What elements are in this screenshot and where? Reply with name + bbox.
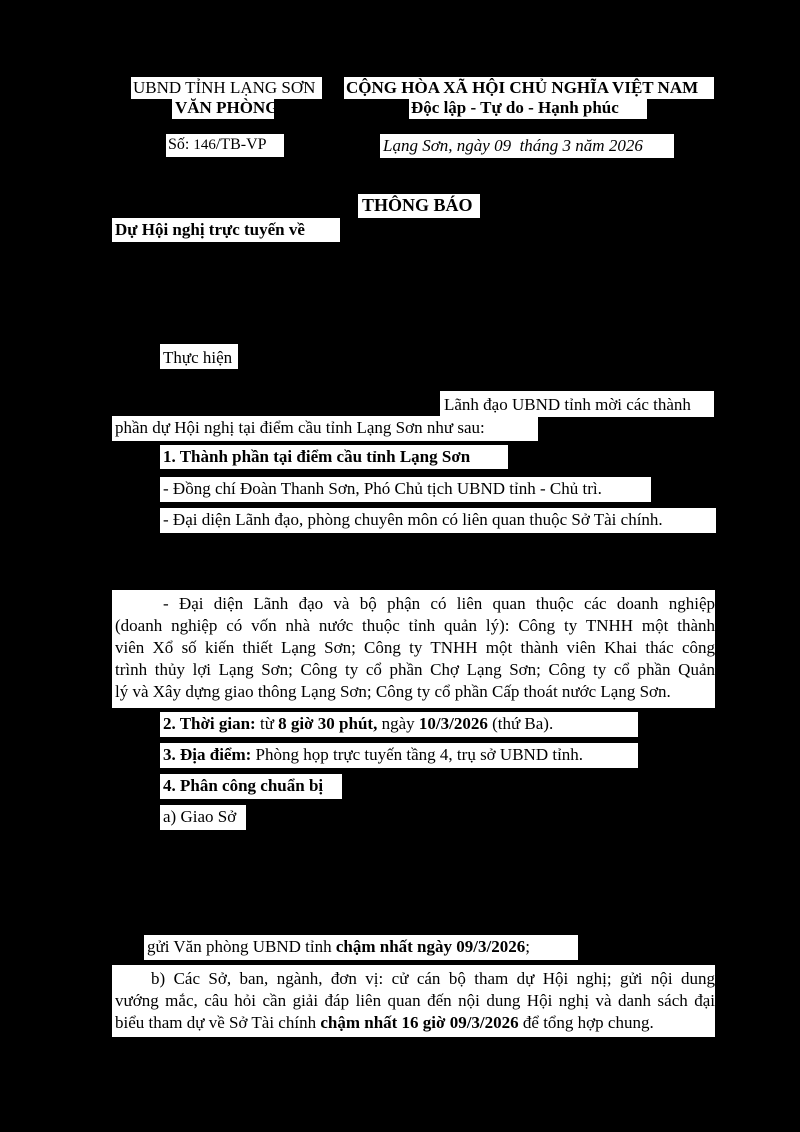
date-part-1: Lạng Sơn, ngày (383, 136, 490, 155)
section-1-item-1: - Đồng chí Đoàn Thanh Sơn, Phó Chủ tịch UBND tỉnh - Chủ trì. (160, 477, 651, 502)
document-number (166, 134, 284, 157)
item-3-line-1: - Đại diện Lãnh đạo và bộ phận có liên quan thuộc các doanh nghiệp (163, 594, 715, 613)
date-part-2: tháng 3 năm 2026 (519, 136, 643, 155)
line-3-deadline: chậm nhất 16 giờ 09/3/2026 (320, 1013, 519, 1032)
time-end: (thứ Ba). (492, 714, 554, 733)
time-value: 8 giờ 30 phút, (278, 714, 378, 733)
section-2-time (160, 712, 638, 737)
agency-name: UBND TỈNH LẠNG SƠN (131, 77, 322, 99)
number-suffix: /TB-VP (215, 136, 267, 153)
section-4b (112, 965, 715, 1037)
section-1-heading: 1. Thành phần tại điểm cầu tỉnh Lạng Sơn (160, 445, 508, 469)
line-3-text-1: biểu tham dự về Sở Tài chính (115, 1013, 317, 1032)
intro-fragment: Thực hiện (160, 344, 238, 369)
time-label: 2. Thời gian: (163, 714, 256, 733)
line-3-text-2: để tổng hợp chung. (522, 1013, 654, 1032)
section-4b-line-2: vướng mắc, câu hỏi cần giải đáp liên quan đến nội dung Hội nghị và danh sách đại (115, 991, 715, 1010)
tail-deadline: chậm nhất ngày 09/3/2026 (335, 937, 526, 956)
section-4b-line-1: b) Các Sở, ban, ngành, đơn vị: cử cán bộ tham dự Hội nghị; gửi nội dung (151, 969, 715, 988)
item-3-line-3: viên Xổ số kiến thiết Lạng Sơn; Công ty TNHH một thành viên Khai thác công (115, 638, 715, 657)
section-4b-line-3 (115, 1012, 715, 1034)
item-3-line-4: trình thủy lợi Lạng Sơn; Công ty cổ phần Chợ Lạng Sơn; Công ty cổ phần Quản (115, 660, 715, 679)
section-3-location (160, 743, 638, 768)
number-prefix: Số: (168, 136, 190, 153)
document-subtitle: Dự Hội nghị trực tuyến về (112, 218, 340, 242)
office-name: VĂN PHÒNG (172, 97, 274, 119)
issue-date (380, 134, 674, 158)
location-label: 3. Địa điểm: (163, 745, 252, 764)
item-3-line-2: (doanh nghiệp có vốn nhà nước thuộc tỉnh quản lý): Công ty TNHH một thành (115, 616, 715, 635)
section-4-heading: 4. Phân công chuẩn bị (160, 774, 342, 799)
date-day: 09 (494, 136, 512, 155)
national-motto: CỘNG HÒA XÃ HỘI CHỦ NGHĨA VIỆT NAM (344, 77, 714, 99)
section-4a-fragment: a) Giao Sở (160, 805, 246, 830)
time-mid-2: ngày (381, 714, 415, 733)
section-1-item-3 (112, 590, 715, 708)
tail-text-2: ; (525, 937, 530, 956)
tail-text-1: gửi Văn phòng UBND tỉnh (147, 937, 332, 956)
number-value: 146 (193, 137, 216, 153)
section-1-item-2: - Đại diện Lãnh đạo, phòng chuyên môn có liên quan thuộc Sở Tài chính. (160, 508, 716, 533)
section-4a-tail (144, 935, 578, 960)
item-3-line-5: lý và Xây dựng giao thông Lạng Sơn; Công ty cổ phần Cấp thoát nước Lạng Sơn. (115, 682, 671, 701)
paragraph-1-line-1: Lãnh đạo UBND tỉnh mời các thành (440, 391, 714, 417)
date-value: 10/3/2026 (418, 714, 488, 733)
location-text: Phòng họp trực tuyến tầng 4, trụ sở UBND tỉnh. (255, 745, 584, 764)
document-title: THÔNG BÁO (358, 194, 480, 218)
paragraph-1-line-2: phần dự Hội nghị tại điểm cầu tỉnh Lạng Sơn như sau: (112, 416, 538, 441)
national-slogan: Độc lập - Tự do - Hạnh phúc (409, 97, 647, 119)
time-mid-1: từ (259, 714, 274, 733)
